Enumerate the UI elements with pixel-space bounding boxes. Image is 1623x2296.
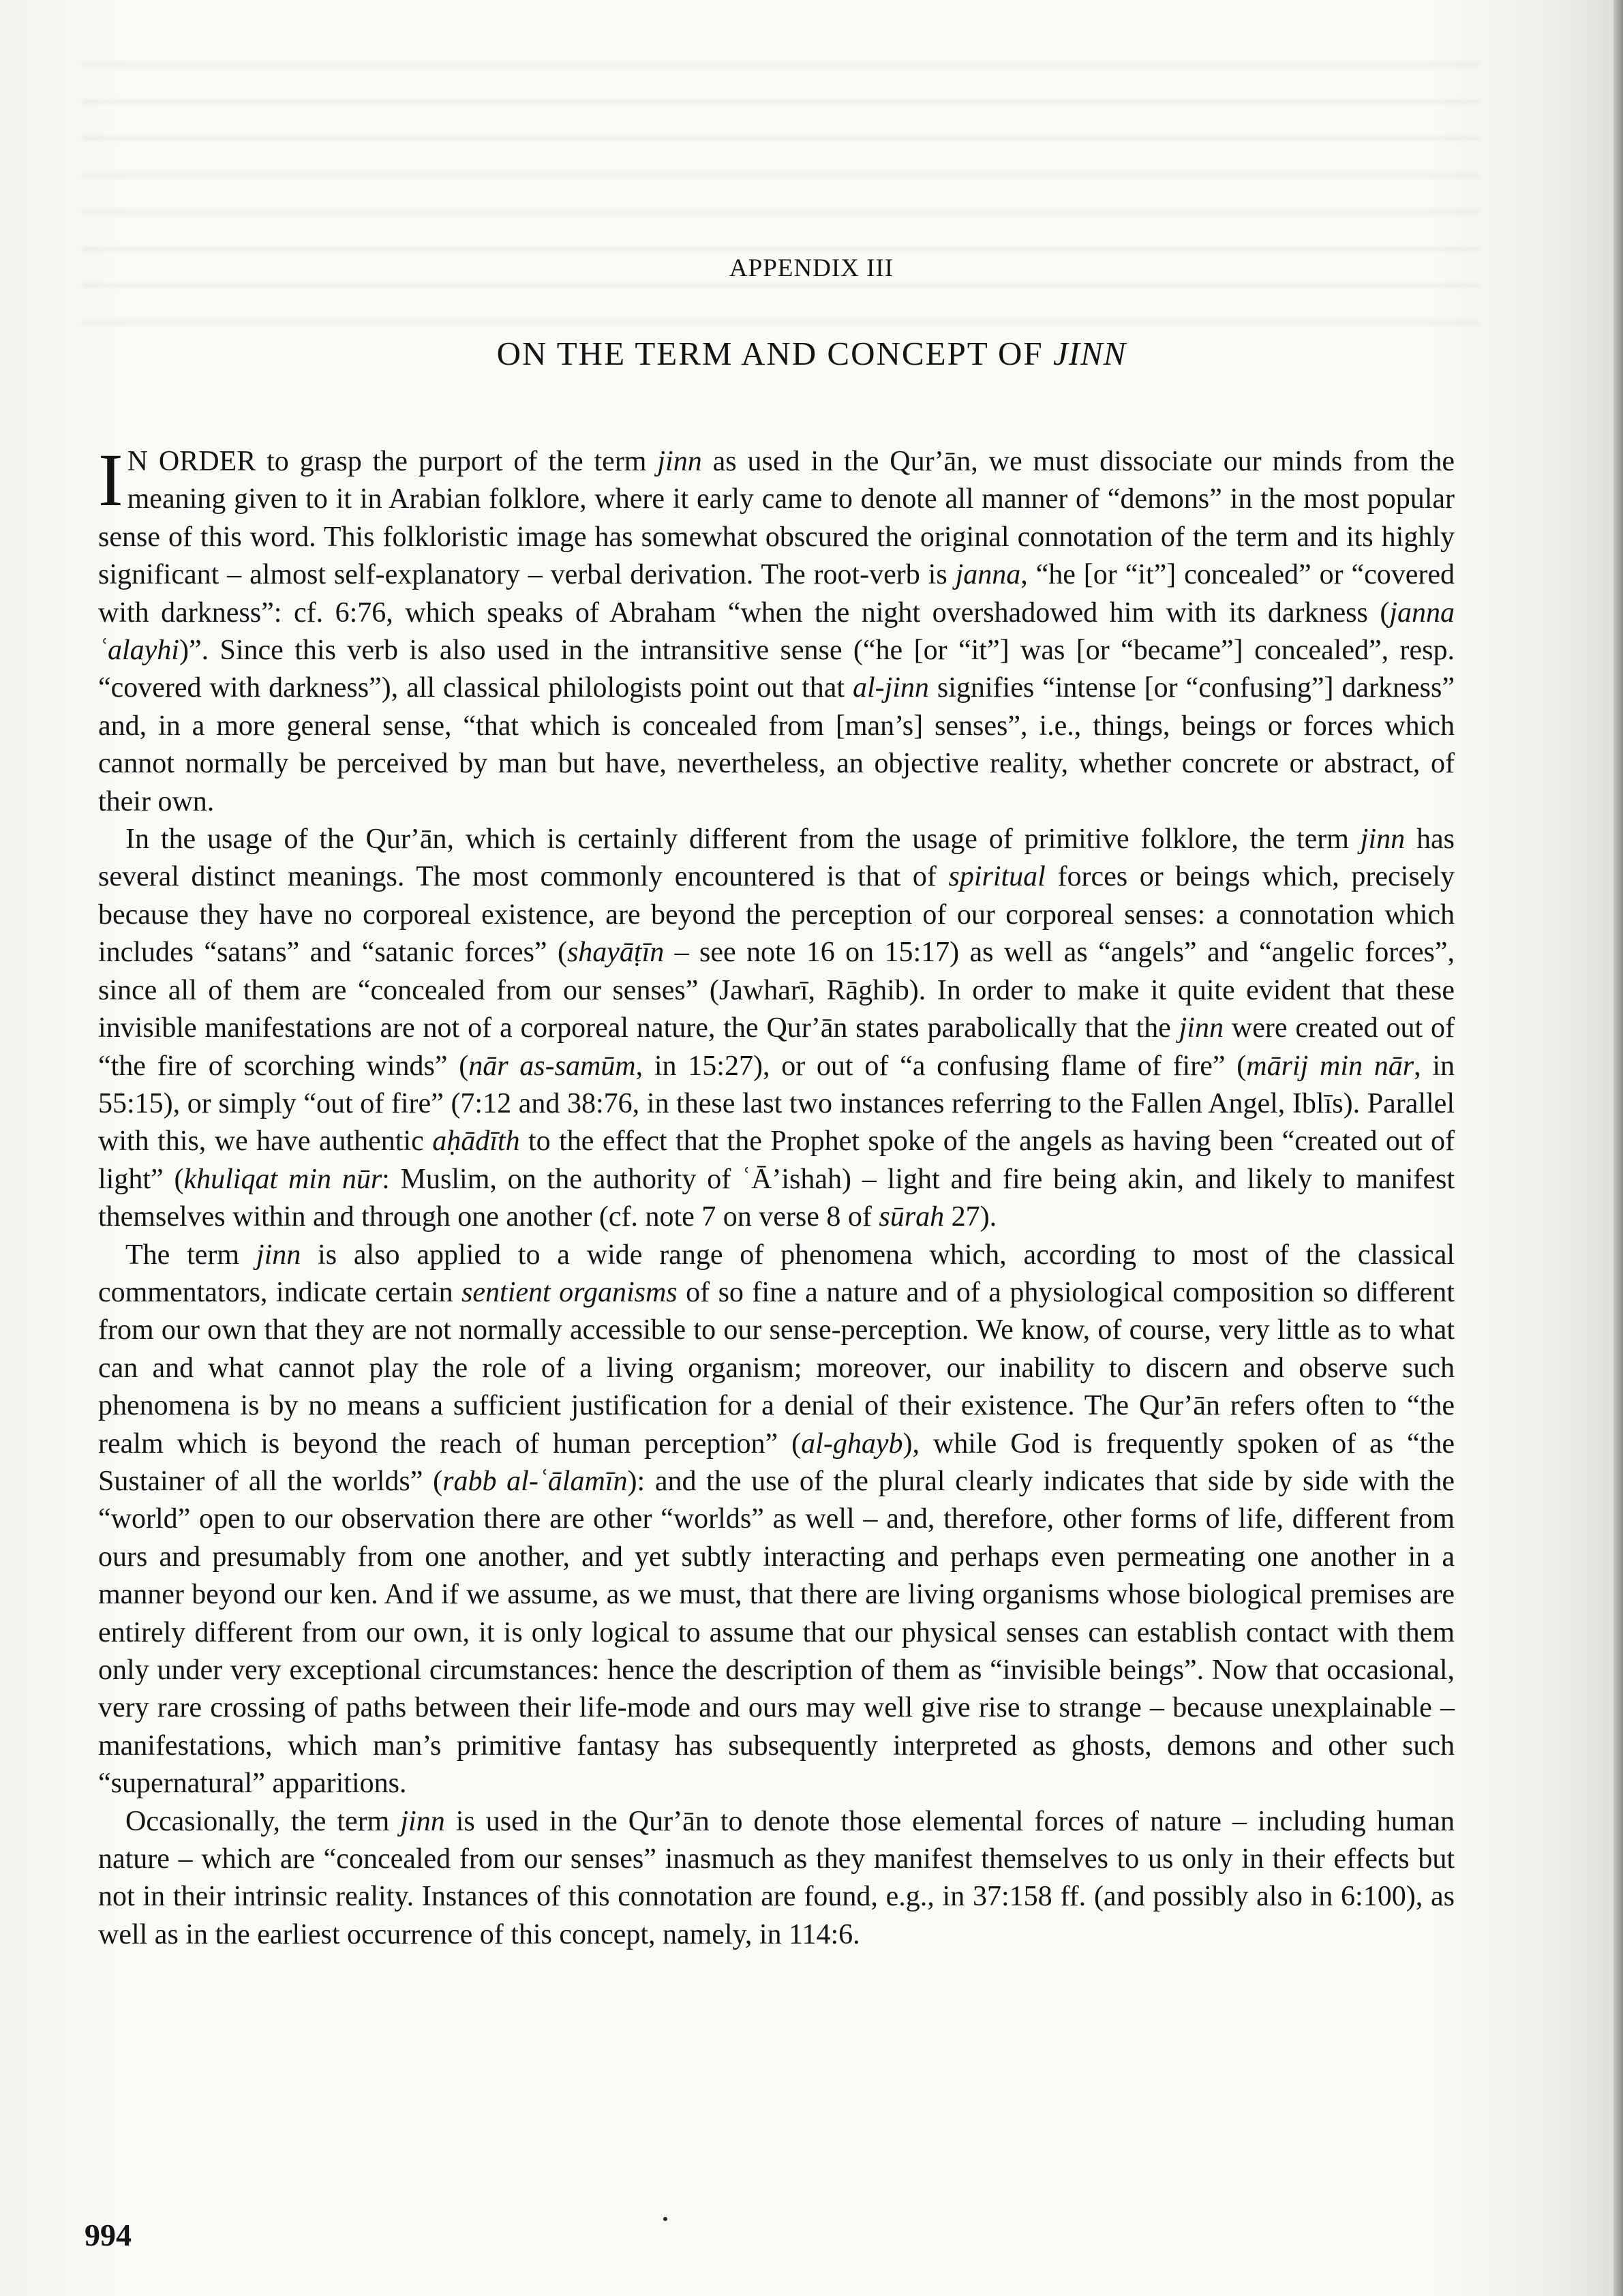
chapter-title-italic: JINN	[1052, 335, 1127, 372]
italic-term: shayāṭīn	[566, 937, 665, 969]
text-run: has several distinct meanings. The most commonly encountered is that of	[98, 824, 1455, 893]
appendix-heading: APPENDIX III	[729, 254, 894, 282]
text-run: is also applied to a wide range of phenomena which, according to most of the classical commentators, indicate certain	[98, 1239, 1455, 1308]
print-mark	[663, 2217, 667, 2221]
text-run: 27).	[944, 1201, 997, 1233]
text-run: as used in the Qurʼān, we must dissociate our minds from the meaning given to it in Arabian folklore, where it early came to denote all manner of “demons” in the most popular sense of this word. This folkloristic image has somewhat obscured the original connotation of the term and its highly significant – almost self-explanatory – verbal derivation. The root-verb is	[98, 446, 1455, 591]
text-run: , in 15:27), or out of “a confusing flame of fire” (	[635, 1050, 1247, 1082]
text-run: Occasionally, the term	[125, 1805, 401, 1837]
italic-term: aḥādīth	[432, 1126, 520, 1158]
italic-term: nār as-samūm	[468, 1050, 636, 1082]
text-run: to the effect that the Prophet spoke of the angels as having been “created out of light” (	[98, 1126, 1455, 1195]
italic-term: al-jinn	[852, 672, 929, 704]
italic-term: jinn	[657, 446, 702, 477]
bleed-through-texture	[82, 48, 1479, 334]
chapter-title-main: ON THE TERM AND CONCEPT OF	[496, 335, 1053, 372]
text-run: of so fine a nature and of a physiological composition so different from our own that they are not normally accessible to our sense-perception. We know, of course, very little as to what can and what cannot play the role of a living organism; moreover, our inability to discern and observe such phenomena is by no means a sufficient justification for a denial of their existence. The Qurʼān refers often to “the realm which is beyond the reach of human perception” (	[98, 1276, 1455, 1460]
chapter-title	[0, 334, 1623, 373]
italic-term: jinn	[1360, 824, 1406, 856]
paragraph	[98, 1803, 1455, 1954]
italic-term: jinn	[256, 1239, 301, 1271]
paragraph	[98, 438, 1455, 821]
text-run: The term	[125, 1239, 256, 1271]
text-run: In the usage of the Qurʼān, which is certainly different from the usage of primitive folklore, the term	[125, 824, 1361, 856]
italic-term: jinn	[400, 1805, 445, 1837]
text-run: – see note 16 on 15:17) as well as “angels” and “angelic forces”, since all of them are “concealed from our senses” (Jawharī, Rāghib). In order to make it quite evident that these invisible manifestations are not of a corporeal nature, the Qurʼān states parabolically that the	[98, 937, 1455, 1044]
drop-cap: I	[98, 438, 123, 522]
text-run: forces or beings which, precisely because they have no corporeal existence, are beyond the perception of our corporeal senses: a connotation which includes “satans” and “satanic forces” (	[98, 861, 1455, 969]
page-number: 994	[85, 2218, 132, 2252]
text-run: )”. Since this verb is also used in the intransitive sense (“he [or “it”] was [or “became”] concealed”, resp. “covered with darkness”), all classical philologists point out that	[98, 635, 1455, 704]
italic-term: rabb al-ʿālamīn	[442, 1465, 628, 1497]
paragraph	[98, 821, 1455, 1236]
text-run: is used in the Qurʼān to denote those elemental forces of nature – including human nature – which are “concealed from our senses” inasmuch as they manifest themselves to us only in their effects but not in their intrinsic reality. Instances of this connotation are found, e.g., in 37:158 ff. (and possibly also in 6:100), as well as in the earliest occurrence of this concept, namely, in 114:6.	[98, 1805, 1455, 1950]
text-run: : Muslim, on the authority of ʿĀʼishah) – light and fire being akin, and likely to manifest themselves within and through one another (cf. note 7 on verse 8 of	[98, 1163, 1455, 1233]
italic-term: sentient organisms	[461, 1276, 678, 1308]
italic-term: khuliqat min nūr	[183, 1163, 382, 1195]
italic-term: al-ghayb	[801, 1428, 903, 1460]
italic-term: spiritual	[948, 861, 1046, 893]
italic-term: janna ʿalayhi	[98, 596, 1455, 667]
text-run: N ORDER to grasp the purport of the term	[127, 446, 658, 477]
italic-term: sūrah	[879, 1201, 945, 1233]
text-run: , in 55:15), or simply “out of fire” (7:12 and 38:76, in these last two instances referring to the Fallen Angel, Iblīs). Parallel with this, we have authentic	[98, 1050, 1455, 1158]
text-run: signifies “intense [or “confusing”] darkness” and, in a more general sense, “that which is concealed from [man’s] senses”, i.e., things, beings or forces which cannot normally be perceived by man but have, nevertheless, an objective reality, whether concrete or abstract, of their own.	[98, 672, 1455, 817]
text-run: ): and the use of the plural clearly indicates that side by side with the “world” open to our observation there are other “worlds” as well – and, therefore, other forms of life, different from ours and presumably from one another, and yet subtly interacting and perhaps even permeating one another in a manner beyond our ken. And if we assume, as we must, that there are living organisms whose biological premises are entirely different from our own, it is only logical to assume that our physical senses can establish contact with them only under very exceptional circumstances: hence the description of them as “invisible beings”. Now that occasional, very rare crossing of paths between their life-mode and ours may well give rise to strange – because unexplainable – manifestations, which man’s primitive fantasy has subsequently interpreted as ghosts, demons and other such “supernatural” apparitions.	[98, 1465, 1455, 1800]
paragraph	[98, 1237, 1455, 1803]
italic-term: janna	[955, 559, 1021, 591]
text-run: ), while God is frequently spoken of as “the Sustainer of all the worlds” (	[98, 1428, 1455, 1497]
text-run: were created out of “the fire of scorching winds” (	[98, 1012, 1455, 1082]
text-run: , “he [or “it”] concealed” or “covered with darkness”: cf. 6:76, which speaks of Abraham “when the night overshadowed him with its darkness (	[98, 559, 1455, 629]
italic-term: jinn	[1179, 1012, 1224, 1044]
body-text	[98, 438, 1455, 1954]
italic-term: mārij min nār	[1246, 1050, 1414, 1082]
